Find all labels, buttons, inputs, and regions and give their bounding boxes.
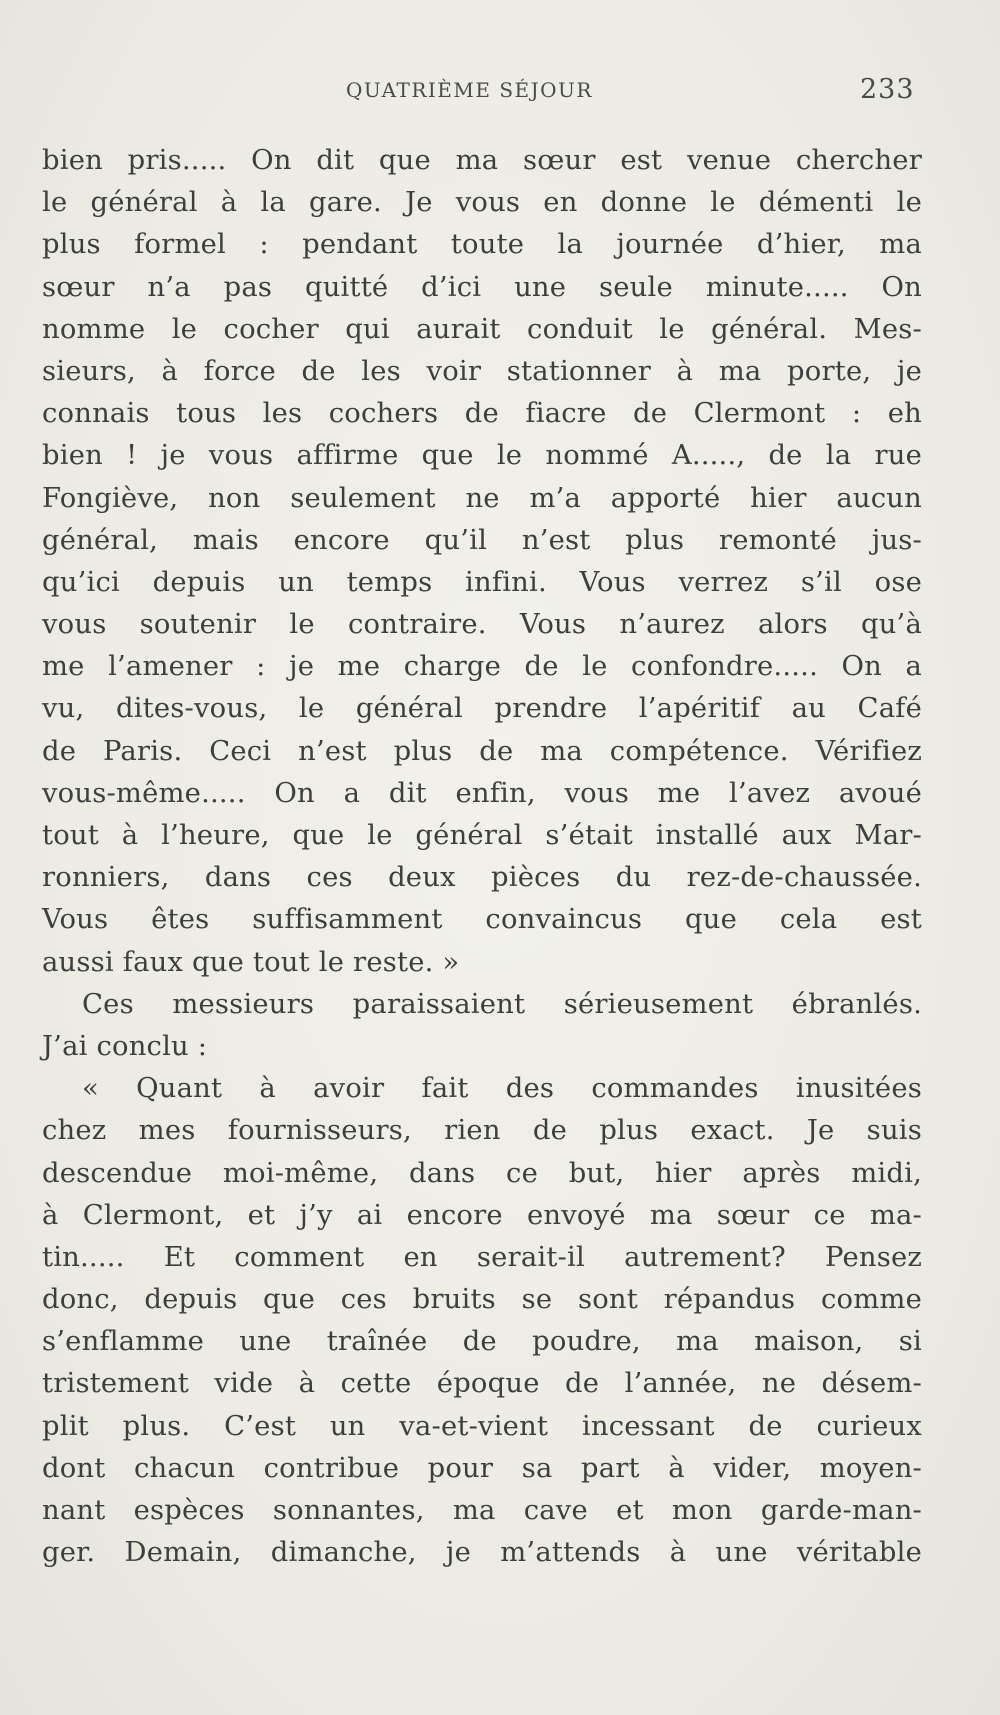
text-line: de Paris. Ceci n’est plus de ma compétence. Vérifiez (42, 735, 922, 767)
text-line: tout à l’heure, que le général s’était installé aux Mar- (42, 820, 922, 851)
text-line: général, mais encore qu’il n’est plus remonté jus- (42, 524, 922, 556)
text-line: descendue moi-même, dans ce but, hier après midi, (42, 1157, 922, 1189)
body-text (42, 140, 922, 1574)
running-head (0, 74, 1000, 114)
text-line: tristement vide à cette époque de l’année, ne désem- (42, 1368, 922, 1400)
text-line: Ces messieurs paraissaient sérieusement ébranlés. (82, 988, 922, 1020)
text-line: connais tous les cochers de fiacre de Clermont : eh (42, 398, 922, 430)
text-line: J’ai conclu : (42, 1030, 208, 1062)
text-line: me l’amener : je me charge de le confondre..... On a (42, 651, 922, 683)
text-line: nomme le cocher qui aurait conduit le général. Mes- (42, 313, 922, 345)
text-line: « Quant à avoir fait des commandes inusitées (82, 1073, 922, 1105)
text-line: dont chacun contribue pour sa part à vider, moyen- (42, 1452, 922, 1484)
text-line: Vous êtes suffisamment convaincus que cela est (42, 904, 922, 936)
text-line: s’enflamme une traînée de poudre, ma maison, si (42, 1326, 922, 1358)
text-line: bien pris..... On dit que ma sœur est venue chercher (42, 145, 922, 176)
running-title: QUATRIÈME SÉJOUR (346, 78, 593, 102)
text-line: aussi faux que tout le reste. » (42, 946, 460, 978)
text-line: nant espèces sonnantes, ma cave et mon garde-man- (42, 1495, 922, 1526)
text-line: plus formel : pendant toute la journée d’hier, ma (42, 229, 922, 261)
text-line: ger. Demain, dimanche, je m’attends à une véritable (42, 1537, 922, 1569)
text-line: le général à la gare. Je vous en donne le démenti le (42, 187, 922, 219)
text-line: donc, depuis que ces bruits se sont répandus comme (42, 1284, 922, 1316)
text-line: Fongiève, non seulement ne m’a apporté hier aucun (42, 482, 922, 514)
text-line: vous-même..... On a dit enfin, vous me l’avez avoué (42, 777, 922, 809)
text-line: sœur n’a pas quitté d’ici une seule minute..... On (42, 271, 922, 303)
text-line: ronniers, dans ces deux pièces du rez-de-chaussée. (42, 862, 922, 894)
text-line: tin..... Et comment en serait-il autrement? Pensez (42, 1241, 922, 1273)
text-line: qu’ici depuis un temps infini. Vous verrez s’il ose (42, 566, 922, 598)
text-line: vu, dites-vous, le général prendre l’apéritif au Café (42, 693, 922, 725)
text-line: plit plus. C’est un va-et-vient incessant de curieux (42, 1410, 922, 1442)
text-line: vous soutenir le contraire. Vous n’aurez alors qu’à (42, 609, 922, 641)
page-number: 233 (860, 74, 915, 105)
text-line: sieurs, à force de les voir stationner à ma porte, je (42, 355, 922, 387)
text-line: bien ! je vous affirme que le nommé A....., de la rue (42, 440, 922, 472)
text-line: à Clermont, et j’y ai encore envoyé ma sœur ce ma- (42, 1199, 922, 1231)
text-line: chez mes fournisseurs, rien de plus exact. Je suis (42, 1115, 922, 1147)
